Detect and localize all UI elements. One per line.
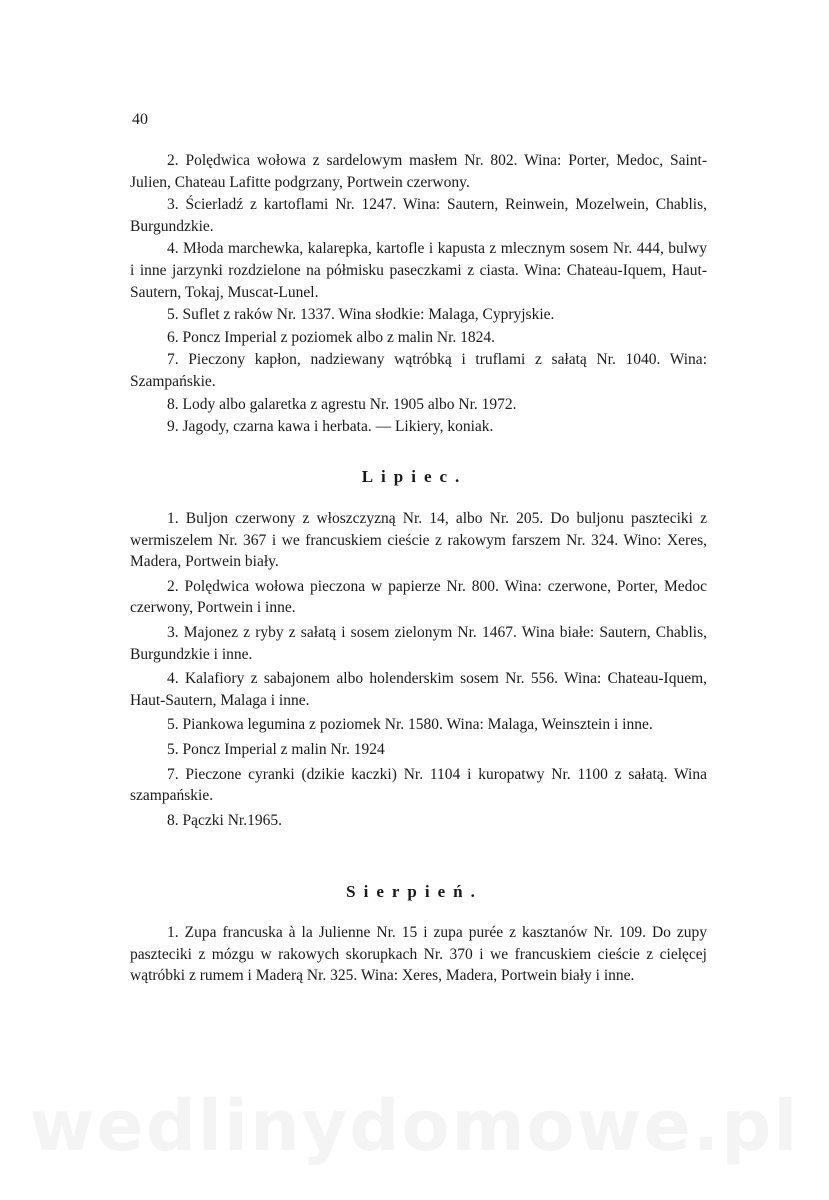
menu-item: 2. Polędwica wołowa pieczona w papierze Nr. 800. Wina: czerwone, Porter, Medoc czerwony, Portwein i inne. (130, 577, 707, 617)
menu-item: 5. Piankowa legumina z poziomek Nr. 1580. Wina: Malaga, Weinsztein i inne. (167, 716, 653, 734)
menu-item: 8. Pączki Nr.1965. (167, 811, 282, 829)
menu-item: 1. Buljon czerwony z włoszczyzną Nr. 14, albo Nr. 205. Do buljonu paszteciki z wermiszelem Nr. 367 i we francuskiem cieście z rakowym farszem Nr. 324. Wino: Xeres, Madera, Portwein biały. (130, 510, 707, 571)
menu-section-sierpien (130, 922, 707, 987)
menu-item: 6. Poncz Imperial z poziomek albo z malin Nr. 1824. (167, 328, 495, 346)
menu-item: 3. Majonez z ryby z sałatą i sosem zielonym Nr. 1467. Wina białe: Sautern, Chablis, Burgundzkie i inne. (130, 623, 707, 663)
menu-item: 9. Jagody, czarna kawa i herbata. — Likiery, koniak. (167, 418, 494, 436)
menu-item: 4. Kalafiory z sabajonem albo holenderskim sosem Nr. 556. Wina: Chateau-Iquem, Haut-Sautern, Malaga i inne. (130, 670, 707, 709)
menu-item: 2. Polędwica wołowa z sardelowym masłem Nr. 802. Wina: Porter, Medoc, Saint-Julien, Chateau Lafitte podgrzany, Portwein czerwony. (130, 152, 707, 191)
section-heading-lipiec: Lipiec. (361, 467, 468, 486)
menu-item: 7. Pieczony kapłon, nadziewany wątróbką i truflami z sałatą Nr. 1040. Wina: Szampańskie. (130, 351, 707, 390)
menu-section-previous-month (130, 150, 707, 438)
section-heading-sierpien: Sierpień. (346, 882, 483, 901)
menu-item: 7. Pieczone cyranki (dzikie kaczki) Nr. 1104 i kuropatwy Nr. 1100 z sałatą. Wina szampańskie. (130, 765, 707, 805)
menu-item: 5. Suflet z raków Nr. 1337. Wina słodkie: Malaga, Cypryjskie. (167, 306, 555, 324)
watermark: wedlinydomowe.pl (29, 1085, 800, 1167)
menu-item: 5. Poncz Imperial z malin Nr. 1924 (167, 740, 385, 758)
menu-item: 3. Ścierladź z kartoflami Nr. 1247. Wina: Sautern, Reinwein, Mozelwein, Chablis, Burgundzkie. (130, 196, 707, 235)
menu-item: 1. Zupa francuska à la Julienne Nr. 15 i zupa purée z kasztanów Nr. 109. Do zupy paszteciki z mózgu w rakowych skorupkach Nr. 370 i we francuskiem cieście z cielęcej wątróbki z rumem i Maderą Nr. 325. Wina: Xeres, Madera, Portwein biały i inne. (130, 924, 707, 985)
page-number: 40 (132, 111, 148, 128)
menu-item: 4. Młoda marchewka, kalarepka, kartofle i kapusta z mlecznym sosem Nr. 444, bulwy i inne jarzynki rozdzielone na półmisku paseczkami z ciasta. Wina: Chateau-Iquem, Haut-Sautern, Tokaj, Muscat-Lunel. (130, 240, 707, 301)
menu-item: 8. Lody albo galaretka z agrestu Nr. 1905 albo Nr. 1972. (167, 395, 517, 413)
menu-section-lipiec (130, 508, 707, 834)
